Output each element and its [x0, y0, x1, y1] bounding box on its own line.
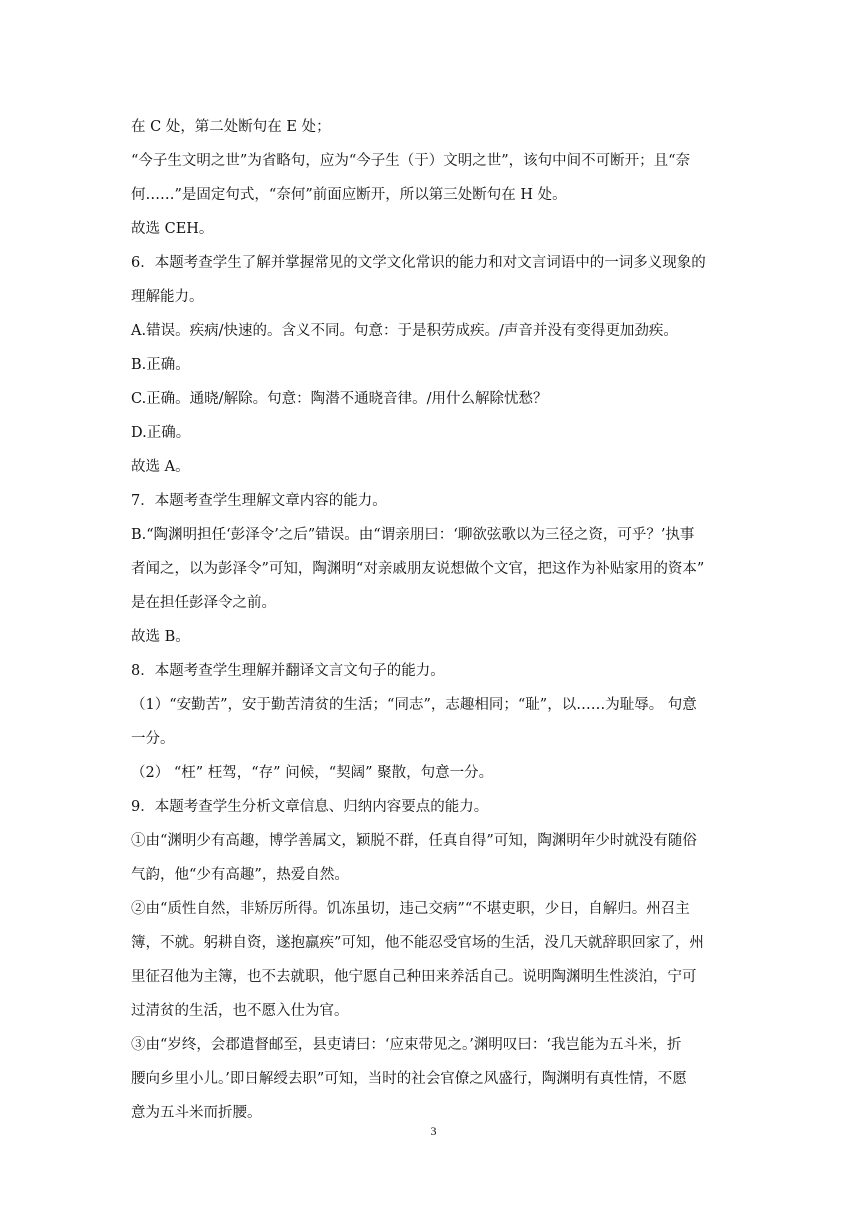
text-line: 气韵，他“少有高趣”，热爱自然。 — [131, 867, 349, 883]
text-line: 故选 CEH。 — [131, 221, 214, 237]
text-line: 一分。 — [131, 731, 175, 747]
text-line: （2） “枉” 枉驾，“存” 问候，“契阔” 聚散，句意一分。 — [131, 765, 494, 781]
question-7-heading: 7．本题考查学生理解文章内容的能力。 — [131, 493, 387, 509]
question-6-heading: 6．本题考查学生了解并掌握常见的文学文化常识的能力和对文言词语中的一词多义现象的 — [131, 255, 706, 271]
text-line: 意为五斗米而折腰。 — [131, 1105, 262, 1121]
option-d-explanation: D.正确。 — [131, 425, 191, 441]
option-a-explanation: A.错误。疾病/快速的。含义不同。句意：于是积劳成疾。/声音并没有变得更加劲疾。 — [131, 323, 678, 339]
text-line: 簿，不就。躬耕自资，遂抱羸疾”可知，他不能忍受官场的生活，没几天就辞职回家了，州 — [131, 935, 704, 951]
text-line: ③由“岁终，会郡遣督邮至，县吏请曰：‘应束带见之。’渊明叹曰：‘我岂能为五斗米，折 — [131, 1037, 682, 1053]
text-line: 腰向乡里小儿。’即日解绶去职”可知，当时的社会官僚之风盛行，陶渊明有真性情，不愿 — [131, 1071, 687, 1087]
text-line: 者闻之，以为彭泽令”可知，陶渊明“对亲戚朋友说想做个文官，把这作为补贴家用的资本” — [131, 561, 705, 577]
text-line: 里征召他为主簿，也不去就职，他宁愿自己种田来养活自己。说明陶渊明生性淡泊，宁可 — [131, 969, 697, 985]
text-line: 过清贫的生活，也不愿入仕为官。 — [131, 1003, 349, 1019]
text-line: ②由“质性自然，非矫厉所得。饥冻虽切，违己交病”“不堪吏职，少日，自解归。州召主 — [131, 901, 690, 917]
text-line: ①由“渊明少有高趣，博学善属文，颖脱不群，任真自得”可知，陶渊明年少时就没有随俗 — [131, 833, 697, 849]
answer-text-block — [131, 110, 741, 1130]
option-b-explanation: B.正确。 — [131, 357, 190, 373]
text-line: 何……”是固定句式，“奈何”前面应断开，所以第三处断句在 H 处。 — [131, 187, 567, 203]
answer-line: 故选 B。 — [131, 629, 190, 645]
text-line: B.“陶渊明担任‘彭泽令’之后”错误。由“谓亲朋曰：‘聊欲弦歌以为三径之资，可乎？’执事 — [131, 527, 695, 543]
option-c-explanation: C.正确。通晓/解除。句意：陶潜不通晓音律。/用什么解除忧愁？ — [131, 391, 548, 407]
text-line: 是在担任彭泽令之前。 — [131, 595, 276, 611]
question-9-heading: 9．本题考查学生分析文章信息、归纳内容要点的能力。 — [131, 799, 489, 815]
text-line: “今子生文明之世”为省略句，应为“今子生（于）文明之世”，该句中间不可断开；且“奈 — [131, 153, 691, 169]
text-line: （1）“安勤苦”，安于勤苦清贫的生活；“同志”，志趣相同；“耻”，以……为耻辱。 句意 — [131, 697, 697, 713]
page-number: 3 — [430, 1124, 437, 1138]
answer-line: 故选 A。 — [131, 459, 190, 475]
question-8-heading: 8．本题考查学生理解并翻译文言文句子的能力。 — [131, 663, 445, 679]
text-line: 在 C 处，第二处断句在 E 处； — [131, 119, 331, 135]
text-line: 理解能力。 — [131, 289, 204, 305]
